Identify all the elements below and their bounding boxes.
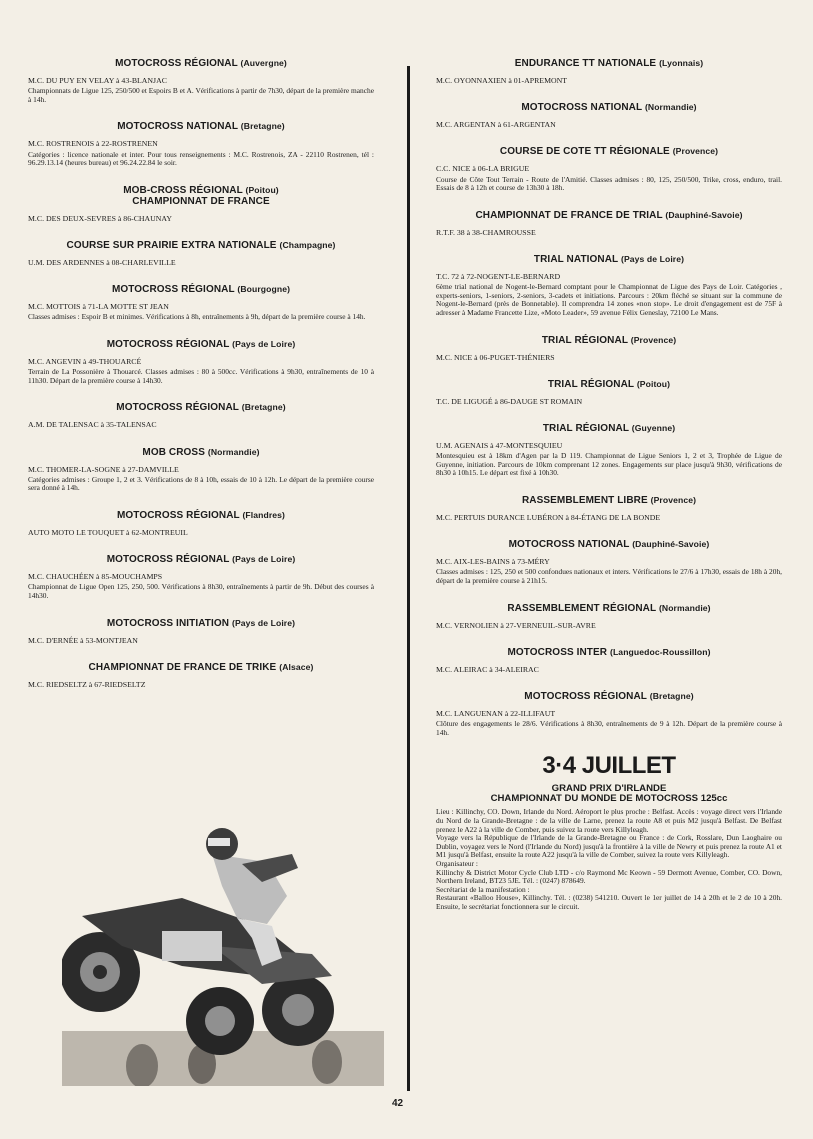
event-title: MOTOCROSS NATIONAL xyxy=(117,121,238,133)
event-club: A.M. DE TALENSAC à 35-TALENSAC xyxy=(28,420,157,430)
event-heading xyxy=(436,102,782,113)
event-club: M.C. THOMER-LA-SOGNE à 27-DAMVILLE xyxy=(28,464,179,474)
event-block xyxy=(28,284,374,322)
event-heading xyxy=(28,402,374,413)
event-title: COURSE SUR PRAIRIE EXTRA NATIONALE xyxy=(66,239,277,251)
event-block xyxy=(436,691,782,737)
event-region: (Pays de Loire) xyxy=(232,554,296,565)
event-club: M.C. VERNOLIEN à 27-VERNEUIL-SUR-AVRE xyxy=(436,620,596,630)
event-title: TRIAL RÉGIONAL xyxy=(541,334,628,346)
event-block xyxy=(436,423,782,478)
event-heading xyxy=(28,662,374,673)
event-block xyxy=(436,102,782,129)
event-region: (Dauphiné-Savoie) xyxy=(632,539,710,550)
event-club: M.C. ALEIRAC à 34-ALEIRAC xyxy=(436,664,539,674)
event-region: (Bretagne) xyxy=(241,402,286,413)
event-club: AUTO MOTO LE TOUQUET à 62-MONTREUIL xyxy=(28,527,188,537)
event-title: CHAMPIONNAT DE FRANCE DE TRIKE xyxy=(88,661,277,673)
event-title: MOTOCROSS INITIATION xyxy=(106,617,230,629)
event-details: Catégories : licence nationale et inter. Pour tous renseignements : M.C. Rostrenois, ZA - 22110 Rostrenen, tél : 96.29.13.14 (heures bureau) et 96.24.22.84 le soir. xyxy=(28,149,374,168)
event-block xyxy=(28,662,374,689)
event-title: MOTOCROSS INTER xyxy=(507,646,608,658)
gp-paragraph: Organisateur : xyxy=(436,858,478,868)
event-club: T.C. DE LIGUGÉ à 86-DAUGE ST ROMAIN xyxy=(436,396,583,406)
event-region: (Provence) xyxy=(650,494,697,505)
event-heading xyxy=(436,539,782,550)
event-details: Championnats de Ligue 125, 250/500 et Espoirs B et A. Vérifications à partir de 7h30, départ de la première manche à 14h. xyxy=(28,86,374,104)
event-region: (Champagne) xyxy=(279,239,336,250)
event-club: U.M. DES ARDENNES à 08-CHARLEVILLE xyxy=(28,257,176,267)
event-region: (Flandres) xyxy=(242,509,285,520)
event-heading xyxy=(436,146,782,157)
event-club: M.C. DES DEUX-SEVRES à 86-CHAUNAY xyxy=(28,213,172,223)
event-region: (Poitou) xyxy=(636,378,671,389)
event-heading xyxy=(436,58,782,69)
event-heading xyxy=(28,618,374,629)
event-details: 6ème trial national de Nogent-le-Bernard comptant pour le Championnat de Ligue des Pays de Loir. Catégories , experts-seniors, 1-seniors, 2-seniors, 3-cadets et initiations. Parcours : 20km fléché se situant sur la commune de Nogent-le-Bernard (près de Bonnetable). Il comprendra 14 zones «non stop». Le droit d'engagement est de 75F à adresser à Madame Francette Lize, «Moto Leader», 59 avenue Félix Geneslay, 72100 Le Mans. xyxy=(436,282,782,317)
event-title: MOTOCROSS NATIONAL xyxy=(521,102,643,114)
event-club: M.C. PERTUIS DURANCE LUBÉRON à 84-ÉTANG DE LA BONDE xyxy=(436,512,661,522)
event-block xyxy=(28,554,374,600)
event-heading xyxy=(436,210,782,221)
column-divider xyxy=(407,66,410,1091)
event-region: (Guyenne) xyxy=(631,422,676,433)
event-title: COURSE DE COTE TT RÉGIONALE xyxy=(499,146,670,158)
event-region: (Languedoc-Roussillon) xyxy=(610,646,711,657)
atv-rider-photo xyxy=(62,826,384,1086)
event-region: (Provence) xyxy=(672,146,719,157)
event-club: M.C. D'ERNÉE à 53-MONTJEAN xyxy=(28,635,138,645)
event-club: M.C. NICE à 06-PUGET-THÉNIERS xyxy=(436,352,555,362)
event-club: M.C. ANGEVIN à 49-THOUARCÉ xyxy=(28,356,142,366)
event-club: T.C. 72 à 72-NOGENT-LE-BERNARD xyxy=(436,272,561,281)
event-region: (Pays de Loire) xyxy=(620,254,685,264)
gp-title-line2: CHAMPIONNAT DU MONDE DE MOTOCROSS 125cc xyxy=(490,793,728,805)
event-block xyxy=(28,447,374,493)
event-title: TRIAL RÉGIONAL xyxy=(542,422,629,434)
event-club: M.C. MOTTOIS à 71-LA MOTTE ST JEAN xyxy=(28,302,169,312)
event-region: (Auvergne) xyxy=(240,58,287,68)
date-heading: 3·4 JUILLET xyxy=(542,752,676,780)
event-club: M.C. ARGENTAN à 61-ARGENTAN xyxy=(436,120,556,130)
right-column xyxy=(436,58,782,911)
event-heading xyxy=(28,554,374,565)
event-block xyxy=(436,335,782,362)
event-details: Course de Côte Tout Terrain - Route de l'Amitié. Classes admises : 80, 125, 250/500, Trike, cross, enduro, trail. Essais de 8 à 12h et course de 13h30 à 18h. xyxy=(436,174,782,193)
event-block xyxy=(436,254,782,318)
event-block xyxy=(436,603,782,630)
event-block xyxy=(28,339,374,385)
event-block xyxy=(28,618,374,645)
event-block xyxy=(28,121,374,167)
gp-paragraph: Secrétariat de la manifestation : xyxy=(436,884,530,894)
event-heading xyxy=(436,495,782,506)
event-block xyxy=(436,58,782,85)
event-heading xyxy=(436,691,782,702)
event-heading xyxy=(28,58,374,69)
event-block xyxy=(28,402,374,429)
event-block xyxy=(436,495,782,522)
page-number: 42 xyxy=(392,1098,404,1109)
gp-title xyxy=(436,784,782,804)
event-club: M.C. RIEDSELTZ à 67-RIEDSELTZ xyxy=(28,679,146,689)
event-title: MOTOCROSS RÉGIONAL xyxy=(115,58,238,69)
event-title: RASSEMBLEMENT RÉGIONAL xyxy=(507,602,657,614)
event-club: M.C. ROSTRENOIS à 22-ROSTRENEN xyxy=(28,139,158,149)
event-club: U.M. AGENAIS à 47-MONTESQUIEU xyxy=(436,440,563,450)
left-column xyxy=(28,58,374,706)
event-block xyxy=(436,647,782,674)
event-heading xyxy=(28,240,374,251)
event-heading xyxy=(436,603,782,614)
event-details: Championnat de Ligue Open 125, 250, 500. Vérifications à 8h30, entraînements à partir de 9h. Début des courses à 14h30. xyxy=(28,582,374,600)
event-block xyxy=(436,210,782,237)
event-region: (Poitou) xyxy=(245,184,279,195)
gp-title-line1: GRAND PRIX D'IRLANDE xyxy=(551,783,667,795)
event-title: TRIAL RÉGIONAL xyxy=(547,378,634,390)
event-heading xyxy=(28,284,374,295)
event-block xyxy=(436,146,782,192)
event-club: M.C. DU PUY EN VELAY à 43-BLANJAC xyxy=(28,76,167,85)
event-heading xyxy=(436,379,782,390)
event-title: MOTOCROSS RÉGIONAL xyxy=(524,690,647,702)
event-title: MOTOCROSS RÉGIONAL xyxy=(106,554,230,566)
event-title-line2: CHAMPIONNAT DE FRANCE xyxy=(132,195,270,207)
event-block xyxy=(28,240,374,267)
event-title: MOTOCROSS RÉGIONAL xyxy=(117,509,240,521)
event-block xyxy=(436,539,782,585)
event-details: Catégories admises : Groupe 1, 2 et 3. Vérifications de 8 à 10h, essais de 10 à 12h. Le départ de la première course sera donné à 14h. xyxy=(28,474,374,493)
event-block xyxy=(436,379,782,406)
event-region: (Dauphiné-Savoie) xyxy=(665,209,743,220)
event-title: MOTOCROSS NATIONAL xyxy=(508,539,630,551)
gp-paragraph: Lieu : Killinchy, CO. Down, Irlande du Nord. Aéroport le plus proche : Belfast. Accès : voyage direct vers l'Irlande du Nord de la Grande-Bretagne : de la ville de Larne, prenez la route A8 et puis M2 jusqu'à Belfast. De Belfast prenez le A22 à la ville de Comber, puis suivez la route vers Killyleagh. xyxy=(436,807,782,834)
event-heading xyxy=(28,121,374,132)
event-region: (Normandie) xyxy=(207,446,260,457)
event-region: (Alsace) xyxy=(279,661,314,672)
gp-details xyxy=(436,808,782,911)
event-region: (Pays de Loire) xyxy=(232,338,296,349)
event-region: (Lyonnais) xyxy=(659,58,704,68)
event-region: (Bourgogne) xyxy=(237,284,291,295)
event-club: M.C. CHAUCHÉEN à 85-MOUCHAMPS xyxy=(28,572,163,582)
event-title: MOTOCROSS RÉGIONAL xyxy=(116,402,239,414)
event-region: (Bretagne) xyxy=(649,690,694,701)
event-heading xyxy=(436,647,782,658)
event-heading xyxy=(436,254,782,265)
event-details: Terrain de La Possonière à Thouarcé. Classes admises : 80 à 500cc. Vérifications à 9h30, entraînements de 10 à 11h30. Départ de la première course à 14h30. xyxy=(28,367,374,385)
event-block xyxy=(28,185,374,223)
gp-paragraph: Voyage vers la République de l'Irlande de la Grande-Bretagne ou France : de Cork, Rosslare, Dun Laoghaire ou Dublin, voyagez vers le Nord (l'Irlande du Nord) jusqu'à la frontière à la ville de Newry et puis prenez la route A1 et M1 jusqu'à Belfast, ensuite la route A22 jusqu'à la ville de Comber, suivez la route vers Killyleagh. xyxy=(436,833,782,860)
event-title: MOTOCROSS RÉGIONAL xyxy=(111,284,235,296)
event-details: Montesquieu est à 18km d'Agen par la D 119. Championnat de Ligue Seniors 1, 2 et 3, Trophée de Ligue de Guyenne, initiation. Parcours de 10km comprenant 12 zones. Engagements sur place jusqu'à 9h30, vérifications de 8h30 à 10h15. Le départ est fixé à 10h30. xyxy=(436,451,782,478)
event-region: (Pays de Loire) xyxy=(231,617,296,628)
event-region: (Normandie) xyxy=(658,602,711,613)
event-region: (Provence) xyxy=(630,334,677,345)
event-title: CHAMPIONNAT DE FRANCE DE TRIAL xyxy=(475,209,663,221)
event-details: Classes admises : 125, 250 et 500 confondues nationaux et inters. Vérifications le 27/6 à 17h30, essais de 18h à 20h, départ de la première course à 21h15. xyxy=(436,567,782,585)
event-region: (Bretagne) xyxy=(240,121,285,132)
event-title: MOTOCROSS RÉGIONAL xyxy=(106,338,230,350)
event-club: M.C. LANGUENAN à 22-ILLIFAUT xyxy=(436,708,556,718)
event-title: MOB-CROSS RÉGIONAL xyxy=(123,184,243,196)
event-details: Classes admises : Espoir B et minimes. Vérifications à 8h, entraînements à 9h, départ de la première course à 14h. xyxy=(28,312,366,322)
event-heading xyxy=(28,339,374,350)
event-title: MOB CROSS xyxy=(142,446,205,458)
event-club: M.C. AIX-LES-BAINS à 73-MÉRY xyxy=(436,557,550,567)
event-heading xyxy=(28,185,374,207)
event-block xyxy=(28,58,374,104)
event-club: R.T.F. 38 à 38-CHAMROUSSE xyxy=(436,227,536,237)
event-club: C.C. NICE à 06-LA BRIGUE xyxy=(436,164,530,174)
event-heading xyxy=(436,423,782,434)
event-heading xyxy=(28,447,374,458)
event-region: (Normandie) xyxy=(644,102,697,113)
event-title: ENDURANCE TT NATIONALE xyxy=(514,58,657,69)
event-details: Clôture des engagements le 28/6. Vérifications à 8h30, entraînements de 9 à 12h. Départ de la première course à 14h. xyxy=(436,719,782,737)
gp-paragraph: Killinchy & District Motor Cycle Club LTD - c/o Raymond Mc Keown - 59 Dermott Avenue, Comber, CO. Down, Northern Ireland, BT23 5JE. Tél. : (0247) 878649. xyxy=(436,867,782,886)
event-club: M.C. OYONNAXIEN à 01-APREMONT xyxy=(436,76,568,85)
event-block xyxy=(28,510,374,537)
event-title: RASSEMBLEMENT LIBRE xyxy=(521,494,648,506)
gp-paragraph: Restaurant «Balloo House», Killinchy. Tél. : (0238) 541210. Ouvert le 1er juillet de 14 à 20h et le 2 de 10 à 20h. Ensuite, le secrétariat fonctionnera sur le circuit. xyxy=(436,893,782,911)
event-title: TRIAL NATIONAL xyxy=(533,254,619,265)
event-heading xyxy=(28,510,374,521)
event-heading xyxy=(436,335,782,346)
